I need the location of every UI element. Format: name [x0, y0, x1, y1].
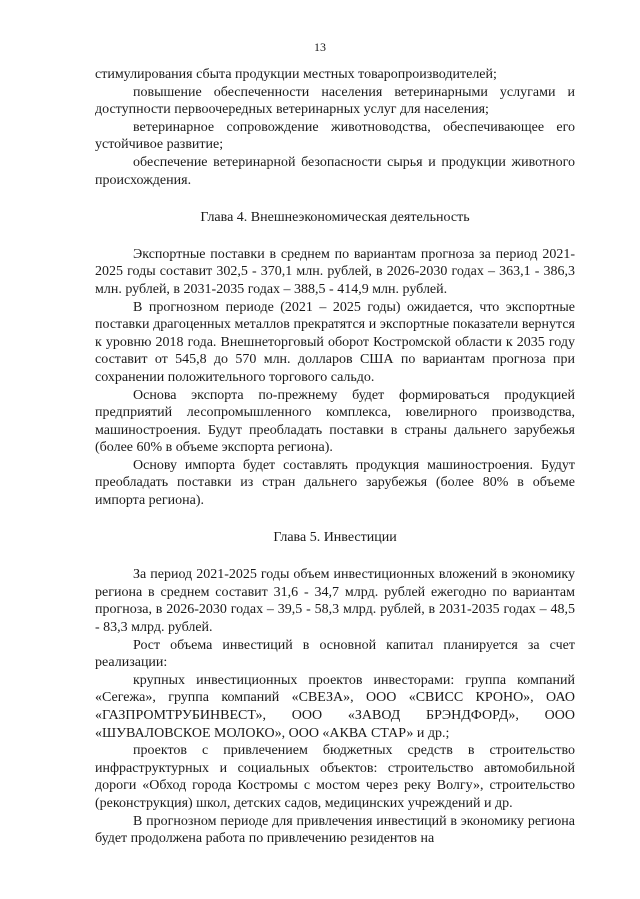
page-body [95, 66, 575, 848]
paragraph: В прогнозном периоде для привлечения инвестиций в экономику региона будет продолжена работа по привлечению резидентов на [95, 813, 575, 847]
paragraph: стимулирования сбыта продукции местных товаропроизводителей; [95, 67, 497, 82]
paragraph: проектов с привлечением бюджетных средств в строительство инфраструктурных и социальных объектов: строительство автомобильной дороги «Обход города Костромы с мостом через реку Волгу», строительство (реконструкция) школ, детских садов, медицинских учреждений и др. [95, 743, 575, 811]
chapter-4-heading: Глава 4. Внешнеэкономическая деятельность [200, 210, 470, 226]
page-number: 13 [314, 40, 326, 54]
paragraph: крупных инвестиционных проектов инвесторами: группа компаний «Сегежа», группа компаний «СВЕЗА», ООО «СВИСС КРОНО», ОАО «ГАЗПРОМТРУБИНВЕСТ», ООО «ЗАВОД БРЭНДФОРД», ООО «ШУВАЛОВСКОЕ МОЛОКО», ООО «АКВА СТАР» и др.; [95, 672, 575, 741]
paragraph: ветеринарное сопровождение животноводства, обеспечивающее его устойчивое развитие; [95, 119, 575, 153]
paragraph: обеспечение ветеринарной безопасности сырья и продукции животного происхождения. [95, 154, 575, 188]
paragraph: За период 2021-2025 годы объем инвестиционных вложений в экономику региона в среднем составит 31,6 - 34,7 млрд. рублей ежегодно по вариантам прогноза, в 2026-2030 годах – 39,5 - 58,3 млрд. рублей, в 2031-2035 годах – 48,5 - 83,3 млрд. рублей. [95, 567, 575, 636]
paragraph: Основу импорта будет составлять продукция машиностроения. Будут преобладать поставки из стран дальнего зарубежья (более 80% в объеме импорта региона). [95, 457, 575, 509]
paragraph: Экспортные поставки в среднем по вариантам прогноза за период 2021-2025 годы составит 302,5 - 370,1 млн. рублей, в 2026-2030 годах – 363,1 - 386,3 млн. рублей, в 2031-2035 годах – 388,5 - 414,9 млн. рублей. [95, 246, 575, 297]
paragraph: В прогнозном периоде (2021 – 2025 годы) ожидается, что экспортные поставки драгоценных металлов прекратятся и экспортные показатели вернутся к уровню 2018 года. Внешнеторговый оборот Костромской области к 2035 году составит от 545,8 до 570 млн. долларов США по вариантам прогноза при сохранении положительного торгового сальдо. [95, 299, 575, 385]
paragraph: повышение обеспеченности населения ветеринарными услугами и доступности первоочередных ветеринарных услуг для населения; [95, 84, 575, 118]
paragraph: Рост объема инвестиций в основной капитал планируется за счет реализации: [95, 637, 575, 671]
paragraph: Основа экспорта по-прежнему будет формироваться продукцией предприятий лесопромышленного комплекса, ювелирного производства, машиностроения. Будут преобладать поставки в страны дальнего зарубежья (более 60% в объеме экспорта региона). [95, 387, 575, 456]
chapter-5-heading: Глава 5. Инвестиции [273, 529, 397, 545]
